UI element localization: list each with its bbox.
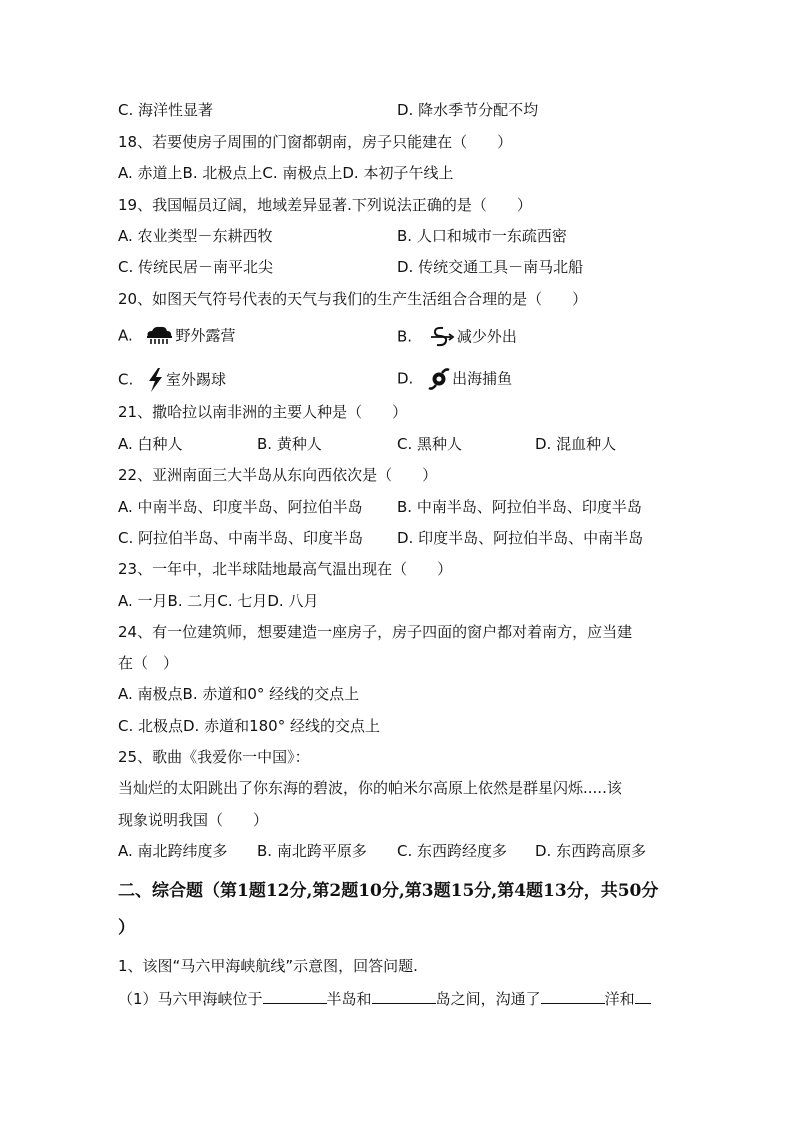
sandstorm-icon — [427, 325, 455, 349]
q25-stem: 25、歌曲《我爱你一中国》： — [118, 748, 310, 766]
q22-option-d: D. 印度半岛、阿拉伯半岛、中南半岛 — [397, 529, 644, 547]
q20-b-text: 减少外出 — [456, 327, 517, 346]
q19-option-b: B. 人口和城市一东疏西密 — [397, 227, 567, 245]
answer-blank-1[interactable] — [263, 987, 327, 1004]
q20-a-text: 野外露营 — [175, 326, 236, 345]
q25-lyric-line2: 现象说明我国（ ） — [118, 811, 269, 829]
answer-blank-4[interactable] — [635, 987, 651, 1004]
rain-cloud-icon — [144, 325, 174, 347]
section2-title-line1: 二、综合题（第1题12分,第2题10分,第3题15分,第4题13分，共50分 — [118, 881, 659, 901]
q20-b-prefix: B. — [397, 327, 413, 346]
q25-option-b: B. 南北跨平原多 — [257, 842, 367, 860]
answer-blank-3[interactable] — [541, 987, 605, 1004]
answer-blank-2[interactable] — [372, 987, 436, 1004]
q21-option-c: C. 黑种人 — [397, 435, 463, 453]
q23-options: A. 一月B. 二月C. 七月D. 八月 — [118, 592, 319, 610]
q20-c-text: 室外踢球 — [166, 370, 227, 389]
q24-options-line2: C. 北极点D. 赤道和180° 经线的交点上 — [118, 717, 380, 735]
lightning-icon — [146, 367, 164, 393]
q18-options: A. 赤道上B. 北极点上C. 南极点上D. 本初子午线上 — [118, 164, 454, 182]
q20-option-a — [118, 325, 236, 347]
q22-option-b: B. 中南半岛、阿拉伯半岛、印度半岛 — [397, 498, 642, 516]
section2-title-line2: ） — [118, 918, 135, 938]
q25-option-c: C. 东西跨经度多 — [397, 842, 508, 860]
typhoon-icon — [428, 367, 450, 391]
s2q1-part1-b: 半岛和 — [326, 990, 372, 1008]
q21-option-a: A. 白种人 — [118, 435, 183, 453]
q25-lyric-line1: 当灿烂的太阳跳出了你东海的碧波，你的帕米尔高原上依然是群星闪烁.....该 — [118, 779, 622, 797]
s2q1-stem: 1、该图“马六甲海峡航线”示意图，回答问题. — [118, 957, 418, 975]
q20-d-prefix: D. — [397, 369, 414, 388]
q19-option-c: C. 传统民居－南平北尖 — [118, 258, 274, 276]
q21-option-b: B. 黄种人 — [257, 435, 322, 453]
q21-option-d: D. 混血种人 — [535, 435, 617, 453]
q23-stem: 23、一年中，北半球陆地最高气温出现在（ ） — [118, 560, 453, 578]
q20-d-text: 出海捕鱼 — [452, 369, 513, 388]
q19-option-d: D. 传统交通工具－南马北船 — [397, 258, 584, 276]
q20-stem: 20、如图天气符号代表的天气与我们的生产生活组合合理的是（ ） — [118, 290, 588, 308]
q19-stem: 19、我国幅员辽阔，地域差异显著.下列说法正确的是（ ） — [118, 196, 532, 214]
q17-option-c: C. 海洋性显著 — [118, 101, 214, 119]
q20-a-prefix: A. — [118, 326, 133, 345]
q22-stem: 22、亚洲南面三大半岛从东向西依次是（ ） — [118, 466, 438, 484]
q17-option-d: D. 降水季节分配不均 — [397, 101, 539, 119]
q22-option-c: C. 阿拉伯半岛、中南半岛、印度半岛 — [118, 529, 364, 547]
s2q1-part1-d: 洋和 — [604, 990, 635, 1008]
s2q1-part1-c: 岛之间，沟通了 — [435, 990, 541, 1008]
q21-stem: 21、撒哈拉以南非洲的主要人种是（ ） — [118, 403, 408, 421]
q20-c-prefix: C. — [118, 370, 134, 389]
q24-stem-line2: 在（ ） — [118, 654, 179, 672]
q24-stem-line1: 24、有一位建筑师，想要建造一座房子，房子四面的窗户都对着南方，应当建 — [118, 623, 633, 641]
s2q1-part1-a: （1）马六甲海峡位于 — [118, 990, 263, 1008]
q25-option-d: D. 东西跨高原多 — [535, 842, 647, 860]
q20-option-c — [118, 367, 226, 393]
q18-stem: 18、若要使房子周围的门窗都朝南，房子只能建在（ ） — [118, 133, 513, 151]
q24-options-line1: A. 南极点B. 赤道和0° 经线的交点上 — [118, 685, 360, 703]
q22-option-a: A. 中南半岛、印度半岛、阿拉伯半岛 — [118, 498, 363, 516]
s2q1-part1 — [118, 987, 651, 1009]
q20-option-b — [397, 325, 517, 349]
q19-option-a: A. 农业类型－东耕西牧 — [118, 227, 273, 245]
q25-option-a: A. 南北跨纬度多 — [118, 842, 228, 860]
q20-option-d — [397, 367, 512, 391]
